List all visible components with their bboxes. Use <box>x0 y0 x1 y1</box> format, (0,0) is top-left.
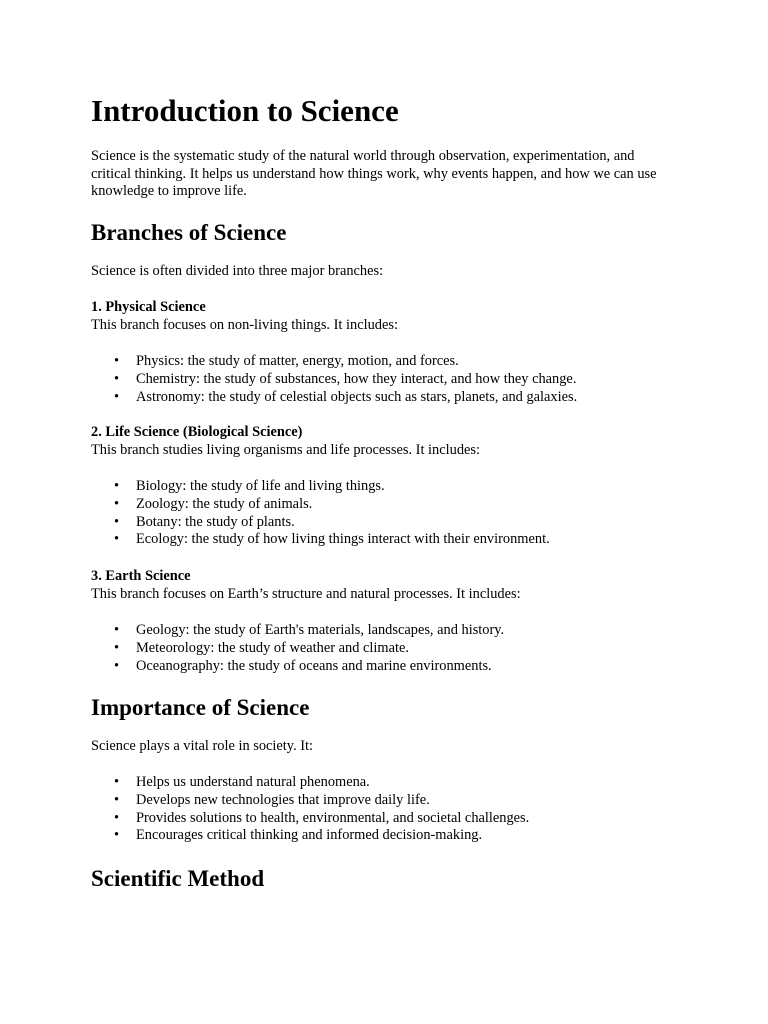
list-item: • Chemistry: the study of substances, how they interact, and how they change. <box>91 371 577 389</box>
list-item: • Develops new technologies that improve daily life. <box>91 792 529 810</box>
life-science-list <box>91 478 550 549</box>
list-item: • Provides solutions to health, environmental, and societal challenges. <box>91 810 529 828</box>
list-item: • Zoology: the study of animals. <box>91 496 550 514</box>
earth-science-block <box>91 568 521 603</box>
list-item: • Physics: the study of matter, energy, motion, and forces. <box>91 353 577 371</box>
earth-science-title: 3. Earth Science <box>91 568 191 584</box>
list-item: • Encourages critical thinking and informed decision-making. <box>91 827 529 845</box>
physical-science-desc: This branch focuses on non-living things. It includes: <box>91 316 398 333</box>
physical-science-list <box>91 353 577 406</box>
life-science-block <box>91 424 480 459</box>
list-item: • Geology: the study of Earth's materials, landscapes, and history. <box>91 622 504 640</box>
importance-lead: Science plays a vital role in society. It: <box>91 738 314 754</box>
page-title: Introduction to Science <box>91 93 399 128</box>
list-item: • Meteorology: the study of weather and climate. <box>91 640 504 658</box>
scientific-method-heading: Scientific Method <box>91 866 265 891</box>
physical-science-title: 1. Physical Science <box>91 299 206 315</box>
list-item: • Oceanography: the study of oceans and marine environments. <box>91 658 504 676</box>
list-item: • Biology: the study of life and living things. <box>91 478 550 496</box>
life-science-title: 2. Life Science (Biological Science) <box>91 424 303 440</box>
list-item: • Botany: the study of plants. <box>91 514 550 532</box>
list-item: • Helps us understand natural phenomena. <box>91 774 529 792</box>
importance-list <box>91 774 529 845</box>
importance-heading: Importance of Science <box>91 695 310 720</box>
list-item: • Ecology: the study of how living things interact with their environment. <box>91 531 550 549</box>
intro-paragraph: Science is the systematic study of the natural world through observation, experimentation, and critical thinking. It helps us understand how things work, why events happen, and how we can use knowledge to improve life. <box>91 148 657 200</box>
earth-science-desc: This branch focuses on Earth’s structure and natural processes. It includes: <box>91 585 521 602</box>
earth-science-list <box>91 622 504 675</box>
physical-science-block <box>91 299 398 334</box>
life-science-desc: This branch studies living organisms and life processes. It includes: <box>91 441 481 458</box>
list-item: • Astronomy: the study of celestial objects such as stars, planets, and galaxies. <box>91 389 577 407</box>
branches-heading: Branches of Science <box>91 220 287 245</box>
branches-lead: Science is often divided into three major branches: <box>91 263 384 279</box>
